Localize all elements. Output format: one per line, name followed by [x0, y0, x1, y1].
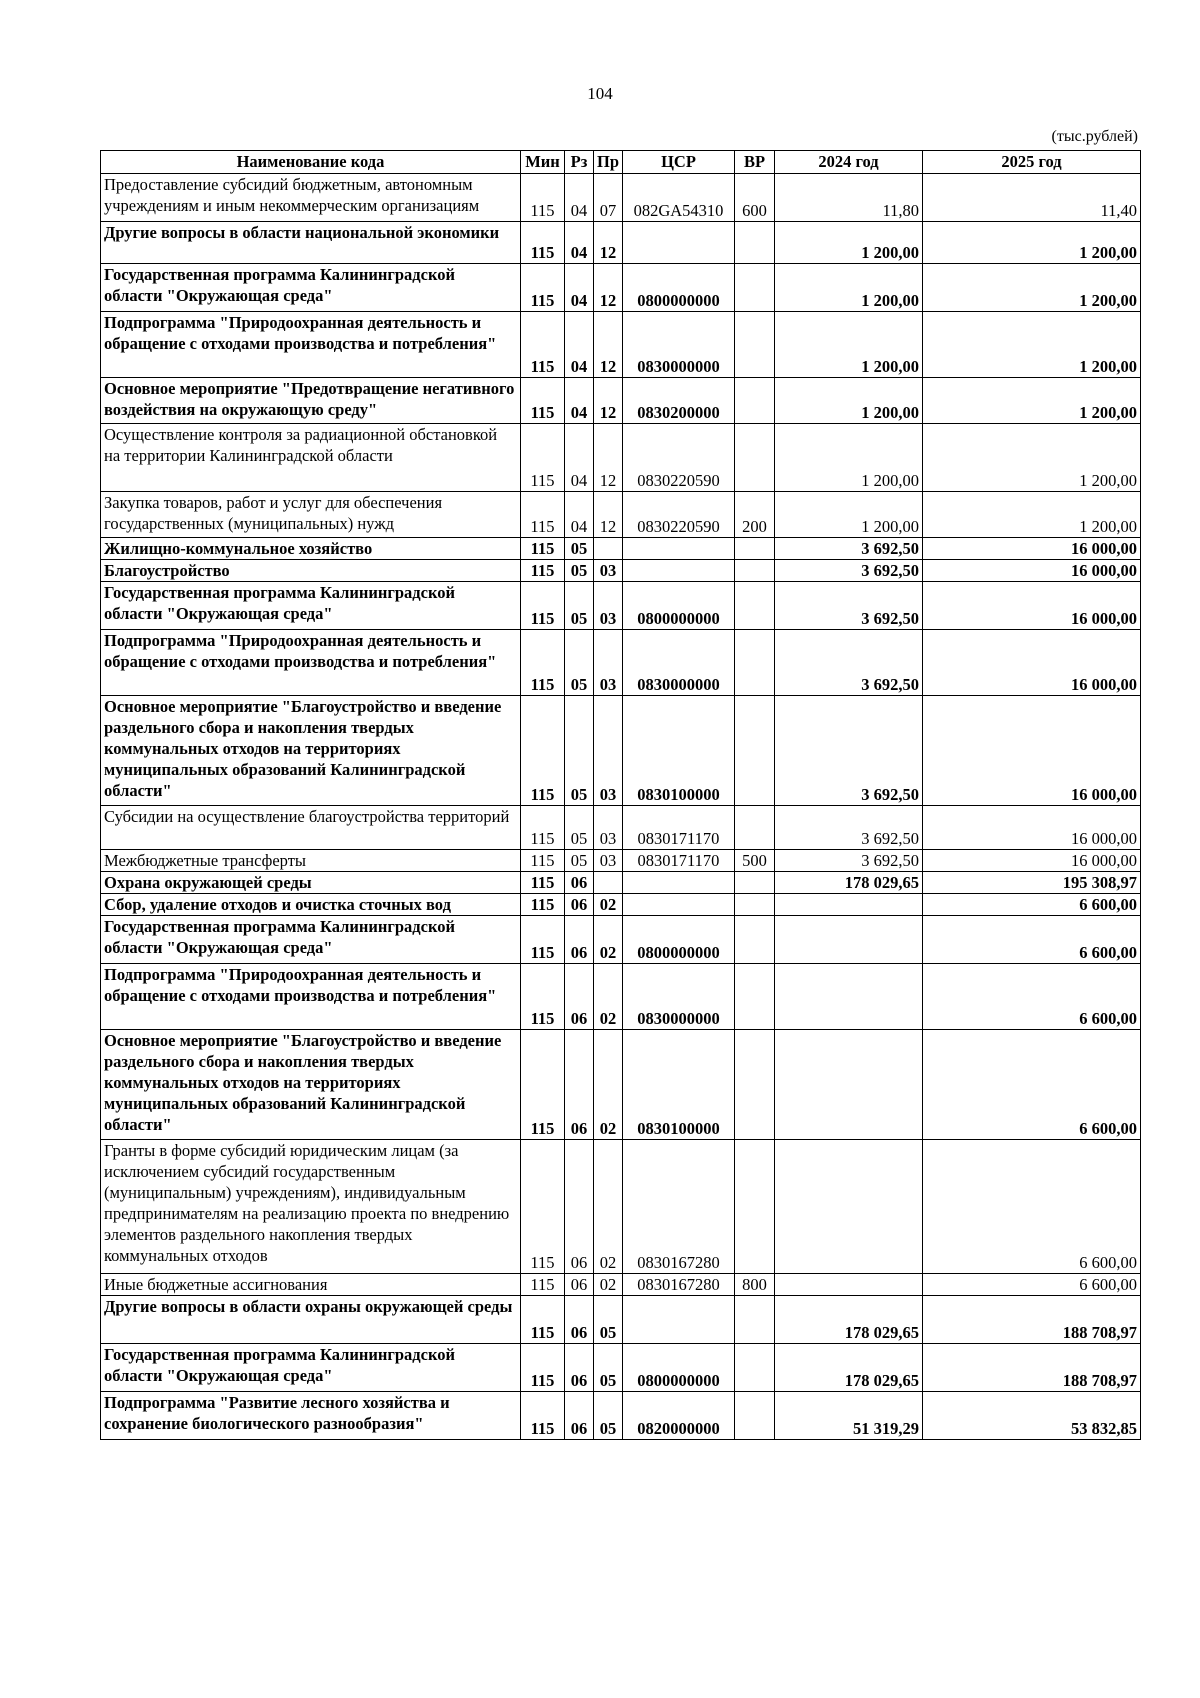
cell-name: Основное мероприятие "Благоустройство и введение раздельного сбора и накопления твердых коммунальных отходов на территориях муниципальных образований Калининградской области": [101, 696, 521, 806]
cell-name: Подпрограмма "Природоохранная деятельность и обращение с отходами производства и потребления": [101, 964, 521, 1030]
cell-rz: 05: [565, 850, 594, 872]
header-vr: ВР: [735, 151, 775, 174]
cell-csr: 0830171170: [623, 806, 735, 850]
page-number: 104: [587, 84, 613, 103]
cell-rz: 04: [565, 378, 594, 424]
cell-2025: 53 832,85: [923, 1392, 1141, 1440]
table-row: [101, 560, 1141, 582]
cell-pr: 07: [594, 174, 623, 222]
table-row: [101, 492, 1141, 538]
table-row: [101, 1392, 1141, 1440]
cell-name: Субсидии на осуществление благоустройства территорий: [101, 806, 521, 850]
cell-csr: 0830100000: [623, 1030, 735, 1140]
cell-2024: 1 200,00: [775, 222, 923, 264]
cell-rz: 05: [565, 696, 594, 806]
cell-vr: [735, 582, 775, 630]
cell-pr: 03: [594, 582, 623, 630]
header-min: Мин: [521, 151, 565, 174]
cell-min: 115: [521, 1274, 565, 1296]
cell-2025: 16 000,00: [923, 696, 1141, 806]
cell-pr: 05: [594, 1344, 623, 1392]
cell-2024: 11,80: [775, 174, 923, 222]
cell-min: 115: [521, 630, 565, 696]
cell-2025: 16 000,00: [923, 630, 1141, 696]
cell-pr: 02: [594, 916, 623, 964]
cell-2024: [775, 894, 923, 916]
cell-min: 115: [521, 964, 565, 1030]
cell-rz: 05: [565, 582, 594, 630]
cell-pr: 02: [594, 1274, 623, 1296]
cell-2025: 16 000,00: [923, 538, 1141, 560]
cell-pr: [594, 872, 623, 894]
cell-2024: 1 200,00: [775, 378, 923, 424]
cell-name: Подпрограмма "Развитие лесного хозяйства и сохранение биологического разнообразия": [101, 1392, 521, 1440]
cell-csr: [623, 560, 735, 582]
table-row: [101, 696, 1141, 806]
header-csr: ЦСР: [623, 151, 735, 174]
table-row: [101, 312, 1141, 378]
cell-2025: 16 000,00: [923, 806, 1141, 850]
table-body: [101, 174, 1141, 1440]
cell-vr: [735, 872, 775, 894]
cell-vr: [735, 560, 775, 582]
cell-rz: 06: [565, 1140, 594, 1274]
cell-pr: 02: [594, 1030, 623, 1140]
cell-name: Государственная программа Калининградской области "Окружающая среда": [101, 1344, 521, 1392]
cell-2025: 1 200,00: [923, 312, 1141, 378]
cell-pr: 12: [594, 492, 623, 538]
cell-vr: [735, 264, 775, 312]
table-row: [101, 1274, 1141, 1296]
cell-2025: 195 308,97: [923, 872, 1141, 894]
cell-pr: 05: [594, 1296, 623, 1344]
cell-rz: 04: [565, 174, 594, 222]
cell-vr: [735, 1344, 775, 1392]
cell-name: Подпрограмма "Природоохранная деятельность и обращение с отходами производства и потребления": [101, 630, 521, 696]
cell-rz: 04: [565, 492, 594, 538]
cell-csr: 0800000000: [623, 1344, 735, 1392]
cell-2025: 6 600,00: [923, 964, 1141, 1030]
cell-min: 115: [521, 1392, 565, 1440]
cell-rz: 05: [565, 538, 594, 560]
cell-csr: [623, 872, 735, 894]
cell-2024: 3 692,50: [775, 630, 923, 696]
cell-name: Межбюджетные трансферты: [101, 850, 521, 872]
cell-csr: 0830200000: [623, 378, 735, 424]
cell-2024: [775, 916, 923, 964]
table-row: [101, 264, 1141, 312]
cell-min: 115: [521, 222, 565, 264]
cell-rz: 06: [565, 916, 594, 964]
cell-name: Государственная программа Калининградской области "Окружающая среда": [101, 582, 521, 630]
cell-pr: 02: [594, 894, 623, 916]
cell-csr: [623, 222, 735, 264]
cell-vr: [735, 806, 775, 850]
cell-csr: 0830171170: [623, 850, 735, 872]
cell-name: Гранты в форме субсидий юридическим лицам (за исключением субсидий государственным (муниципальным) учреждениям), индивидуальным предпринимателям на реализацию проекта по внедрению элементов раздельного накопления твердых коммунальных отходов: [101, 1140, 521, 1274]
cell-rz: 06: [565, 872, 594, 894]
cell-rz: 04: [565, 424, 594, 492]
cell-name: Охрана окружающей среды: [101, 872, 521, 894]
cell-rz: 05: [565, 630, 594, 696]
cell-min: 115: [521, 264, 565, 312]
cell-name: Основное мероприятие "Предотвращение негативного воздействия на окружающую среду": [101, 378, 521, 424]
cell-csr: [623, 894, 735, 916]
cell-vr: [735, 964, 775, 1030]
cell-pr: 03: [594, 560, 623, 582]
cell-2025: 1 200,00: [923, 492, 1141, 538]
cell-min: 115: [521, 538, 565, 560]
cell-vr: [735, 1392, 775, 1440]
cell-vr: [735, 424, 775, 492]
cell-2025: 1 200,00: [923, 378, 1141, 424]
cell-min: 115: [521, 850, 565, 872]
cell-name: Другие вопросы в области национальной экономики: [101, 222, 521, 264]
table-row: [101, 894, 1141, 916]
cell-2024: 3 692,50: [775, 560, 923, 582]
cell-rz: 04: [565, 222, 594, 264]
cell-min: 115: [521, 916, 565, 964]
cell-vr: 500: [735, 850, 775, 872]
budget-table: [100, 150, 1141, 1440]
cell-vr: 600: [735, 174, 775, 222]
cell-2025: 16 000,00: [923, 560, 1141, 582]
cell-csr: [623, 538, 735, 560]
cell-rz: 06: [565, 1344, 594, 1392]
cell-csr: 0830000000: [623, 630, 735, 696]
cell-min: 115: [521, 1296, 565, 1344]
header-row: [101, 151, 1141, 174]
cell-csr: 0830100000: [623, 696, 735, 806]
cell-2024: 3 692,50: [775, 806, 923, 850]
cell-min: 115: [521, 1030, 565, 1140]
table-row: [101, 174, 1141, 222]
cell-min: 115: [521, 696, 565, 806]
cell-2024: 3 692,50: [775, 850, 923, 872]
cell-min: 115: [521, 806, 565, 850]
cell-csr: 0830000000: [623, 964, 735, 1030]
cell-min: 115: [521, 560, 565, 582]
cell-2024: 1 200,00: [775, 264, 923, 312]
cell-csr: 0800000000: [623, 916, 735, 964]
cell-2024: 1 200,00: [775, 424, 923, 492]
table-row: [101, 222, 1141, 264]
cell-name: Иные бюджетные ассигнования: [101, 1274, 521, 1296]
cell-min: 115: [521, 1344, 565, 1392]
cell-2024: 3 692,50: [775, 696, 923, 806]
header-2024: 2024 год: [775, 151, 923, 174]
header-pr: Пр: [594, 151, 623, 174]
table-row: [101, 630, 1141, 696]
table-row: [101, 1030, 1141, 1140]
cell-min: 115: [521, 492, 565, 538]
cell-pr: [594, 538, 623, 560]
cell-vr: [735, 1296, 775, 1344]
cell-name: Жилищно-коммунальное хозяйство: [101, 538, 521, 560]
cell-vr: [735, 696, 775, 806]
cell-vr: [735, 630, 775, 696]
cell-2025: 16 000,00: [923, 850, 1141, 872]
cell-min: 115: [521, 424, 565, 492]
cell-min: 115: [521, 582, 565, 630]
table-row: [101, 424, 1141, 492]
cell-name: Предоставление субсидий бюджетным, автономным учреждениям и иным некоммерческим организациям: [101, 174, 521, 222]
cell-rz: 06: [565, 1030, 594, 1140]
cell-csr: 0830167280: [623, 1274, 735, 1296]
cell-2025: 6 600,00: [923, 1274, 1141, 1296]
cell-2024: 3 692,50: [775, 582, 923, 630]
cell-vr: 200: [735, 492, 775, 538]
cell-vr: 800: [735, 1274, 775, 1296]
cell-name: Сбор, удаление отходов и очистка сточных вод: [101, 894, 521, 916]
cell-2025: 6 600,00: [923, 1140, 1141, 1274]
cell-vr: [735, 1030, 775, 1140]
cell-vr: [735, 378, 775, 424]
cell-vr: [735, 1140, 775, 1274]
cell-name: Государственная программа Калининградской области "Окружающая среда": [101, 916, 521, 964]
cell-name: Закупка товаров, работ и услуг для обеспечения государственных (муниципальных) нужд: [101, 492, 521, 538]
cell-pr: 12: [594, 378, 623, 424]
cell-csr: 0830220590: [623, 424, 735, 492]
cell-2025: 16 000,00: [923, 582, 1141, 630]
header-rz: Рз: [565, 151, 594, 174]
cell-2024: 51 319,29: [775, 1392, 923, 1440]
cell-2024: 1 200,00: [775, 492, 923, 538]
cell-vr: [735, 222, 775, 264]
cell-rz: 06: [565, 964, 594, 1030]
cell-vr: [735, 538, 775, 560]
table-row: [101, 806, 1141, 850]
cell-2024: [775, 1274, 923, 1296]
cell-2024: 1 200,00: [775, 312, 923, 378]
cell-pr: 12: [594, 222, 623, 264]
cell-name: Благоустройство: [101, 560, 521, 582]
cell-pr: 12: [594, 312, 623, 378]
cell-2025: 11,40: [923, 174, 1141, 222]
table-row: [101, 378, 1141, 424]
cell-2025: 1 200,00: [923, 222, 1141, 264]
cell-2025: 6 600,00: [923, 916, 1141, 964]
cell-csr: 0800000000: [623, 264, 735, 312]
units-label: (тыс.рублей): [1051, 128, 1138, 145]
cell-rz: 06: [565, 1274, 594, 1296]
cell-csr: 0820000000: [623, 1392, 735, 1440]
cell-2024: 178 029,65: [775, 1296, 923, 1344]
header-name: Наименование кода: [101, 151, 521, 174]
cell-rz: 06: [565, 1392, 594, 1440]
table-row: [101, 916, 1141, 964]
cell-2025: 6 600,00: [923, 894, 1141, 916]
cell-name: Осуществление контроля за радиационной обстановкой на территории Калининградской области: [101, 424, 521, 492]
table-row: [101, 582, 1141, 630]
cell-csr: 0830000000: [623, 312, 735, 378]
cell-rz: 04: [565, 264, 594, 312]
cell-pr: 12: [594, 264, 623, 312]
cell-min: 115: [521, 312, 565, 378]
cell-2024: [775, 964, 923, 1030]
cell-2024: 3 692,50: [775, 538, 923, 560]
header-2025: 2025 год: [923, 151, 1141, 174]
cell-rz: 06: [565, 1296, 594, 1344]
table-row: [101, 964, 1141, 1030]
table-row: [101, 872, 1141, 894]
cell-2025: 1 200,00: [923, 424, 1141, 492]
cell-rz: 05: [565, 560, 594, 582]
cell-min: 115: [521, 894, 565, 916]
cell-pr: 12: [594, 424, 623, 492]
table-row: [101, 850, 1141, 872]
cell-csr: 0800000000: [623, 582, 735, 630]
table-row: [101, 538, 1141, 560]
cell-min: 115: [521, 174, 565, 222]
cell-2024: [775, 1030, 923, 1140]
cell-pr: 02: [594, 964, 623, 1030]
cell-name: Основное мероприятие "Благоустройство и введение раздельного сбора и накопления твердых коммунальных отходов на территориях муниципальных образований Калининградской области": [101, 1030, 521, 1140]
cell-vr: [735, 312, 775, 378]
cell-2024: [775, 1140, 923, 1274]
cell-2024: 178 029,65: [775, 872, 923, 894]
cell-csr: 0830167280: [623, 1140, 735, 1274]
cell-rz: 04: [565, 312, 594, 378]
cell-csr: [623, 1296, 735, 1344]
table-row: [101, 1344, 1141, 1392]
cell-min: 115: [521, 872, 565, 894]
cell-2025: 1 200,00: [923, 264, 1141, 312]
cell-pr: 03: [594, 630, 623, 696]
cell-pr: 03: [594, 850, 623, 872]
cell-2025: 188 708,97: [923, 1344, 1141, 1392]
cell-csr: 0830220590: [623, 492, 735, 538]
cell-2025: 188 708,97: [923, 1296, 1141, 1344]
cell-pr: 05: [594, 1392, 623, 1440]
cell-vr: [735, 894, 775, 916]
cell-min: 115: [521, 1140, 565, 1274]
table-row: [101, 1296, 1141, 1344]
cell-pr: 03: [594, 806, 623, 850]
cell-rz: 06: [565, 894, 594, 916]
cell-2025: 6 600,00: [923, 1030, 1141, 1140]
cell-csr: 082GA54310: [623, 174, 735, 222]
cell-vr: [735, 916, 775, 964]
cell-pr: 02: [594, 1140, 623, 1274]
cell-name: Государственная программа Калининградской области "Окружающая среда": [101, 264, 521, 312]
table-row: [101, 1140, 1141, 1274]
cell-pr: 03: [594, 696, 623, 806]
cell-name: Подпрограмма "Природоохранная деятельность и обращение с отходами производства и потребления": [101, 312, 521, 378]
cell-rz: 05: [565, 806, 594, 850]
cell-2024: 178 029,65: [775, 1344, 923, 1392]
cell-min: 115: [521, 378, 565, 424]
cell-name: Другие вопросы в области охраны окружающей среды: [101, 1296, 521, 1344]
